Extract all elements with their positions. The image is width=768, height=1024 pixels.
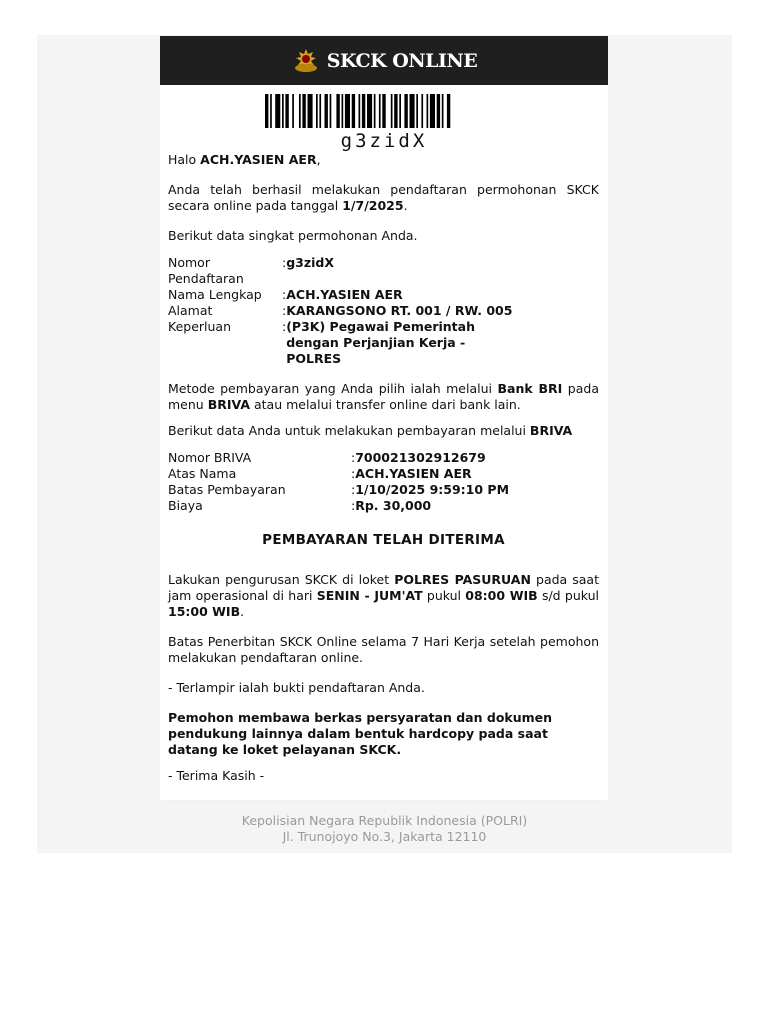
table-row: Nomor Pendaftaran : g3zidX [168,255,335,286]
barcode-code: g3zidX [340,130,428,152]
briva-intro: Berikut data Anda untuk melakukan pembayaran melalui BRIVA [168,423,573,438]
row-value: g3zidX [286,255,335,270]
application-table [168,255,576,367]
table-row: Nama Lengkap : ACH.YASIEN AER [168,287,403,302]
documents-note: Pemohon membawa berkas persyaratan dan dokumen pendukung lainnya dalam bentuk hardcopy pada saat datang ke loket pelayanan SKCK. [168,710,553,757]
table-row: Atas Nama : ACH.YASIEN AER [168,466,472,481]
greeting: Halo ACH.YASIEN AER, [168,152,321,167]
recipient-name: ACH.YASIEN AER [200,152,317,167]
footer [37,813,732,845]
registration-date: 1/7/2025 [342,198,404,213]
row-value: 1/10/2025 9:59:10 PM [355,482,510,497]
row-value: Rp. 30,000 [355,498,432,513]
row-value: KARANGSONO RT. 001 / RW. 005 [286,303,513,318]
header-bar [160,36,608,85]
row-label: Nama Lengkap [168,287,262,302]
table-row: Keperluan : (P3K) Pegawai Pemerintah dengan Perjanjian Kerja - POLRES [168,319,475,366]
row-label: Alamat [168,303,213,318]
row-label: Nomor BRIVA [168,450,252,465]
summary-intro: Berikut data singkat permohonan Anda. [168,228,418,243]
row-value: 700021302912679 [355,450,486,465]
briva-table [168,450,509,514]
row-label: Biaya [168,498,203,513]
footer-org: Kepolisian Negara Republik Indonesia (POLRI) [241,813,528,828]
table-row: Alamat : KARANGSONO RT. 001 / RW. 005 [168,303,513,318]
table-row: Batas Pembayaran : 1/10/2025 9:59:10 PM [168,482,510,497]
table-row: Biaya : Rp. 30,000 [168,498,432,513]
row-label: Keperluan [168,319,232,334]
thanks-note: - Terima Kasih - [168,768,265,783]
footer-address: Jl. Trunojoyo No.3, Jakarta 12110 [282,829,487,844]
office-paragraph: Lakukan pengurusan SKCK di loket POLRES PASURUAN pada saat jam operasional di hari SENIN - JUM'AT pukul 08:00 WIB s/d pukul 15:00 WIB. [168,572,599,619]
row-value: ACH.YASIEN AER [355,466,472,481]
payment-status-title: PEMBAYARAN TELAH DITERIMA [262,532,505,548]
police-emblem-icon [291,47,321,75]
email-body [160,152,608,802]
barcode-block [160,94,608,152]
row-value: ACH.YASIEN AER [286,287,403,302]
email-card [160,36,608,800]
table-row: Nomor BRIVA : 700021302912679 [168,450,486,465]
intro-paragraph: Anda telah berhasil melakukan pendaftaran permohonan SKCK secara online pada tanggal 1/7/2025. [168,182,599,213]
brand-title: SKCK ONLINE [326,49,478,72]
row-label: Batas Pembayaran [168,482,286,497]
divider [168,801,599,802]
payment-method-paragraph: Metode pembayaran yang Anda pilih ialah melalui Bank BRI pada menu BRIVA atau melalui transfer online dari bank lain. [168,381,599,412]
row-value: (P3K) Pegawai Pemerintah dengan Perjanjian Kerja - POLRES [286,319,475,366]
deadline-note: Batas Penerbitan SKCK Online selama 7 Hari Kerja setelah pemohon melakukan pendaftaran online. [168,634,599,665]
row-label: Nomor Pendaftaran [168,255,244,286]
row-label: Atas Nama [168,466,237,481]
attachment-note: - Terlampir ialah bukti pendaftaran Anda. [168,680,425,695]
email-background [37,35,732,853]
barcode-icon [265,94,503,128]
